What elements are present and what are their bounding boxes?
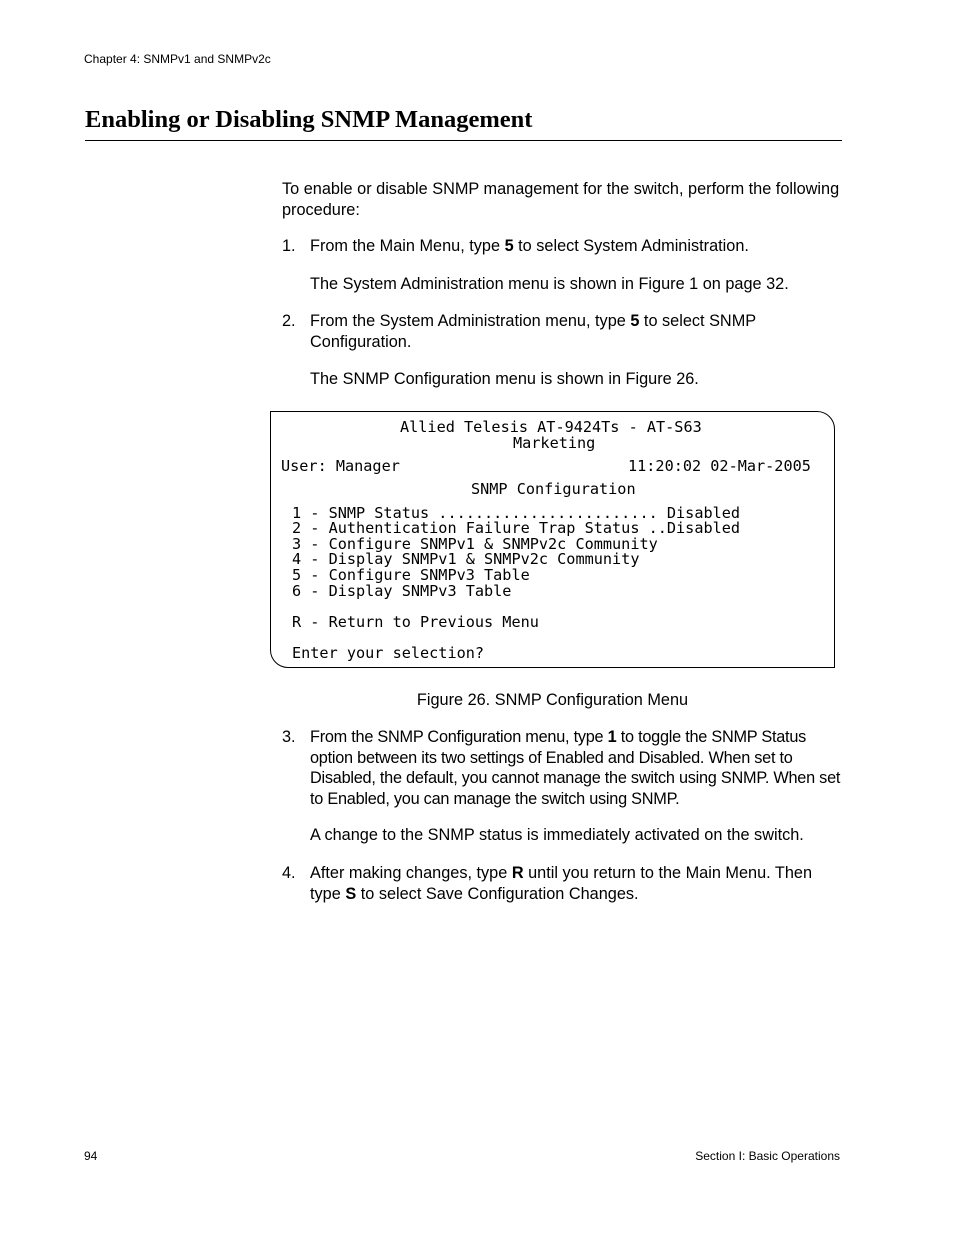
terminal-screen	[270, 411, 835, 668]
title-rule	[85, 140, 842, 141]
terminal-prompt: Enter your selection?	[292, 644, 485, 662]
step-1-note: The System Administration menu is shown in Figure 1 on page 32.	[310, 275, 789, 293]
step-4-key-r: R	[511, 864, 524, 882]
menu-item-auth-failure-trap: 2 - Authentication Failure Trap Status ..Disabled	[292, 519, 741, 537]
step-3-note: A change to the SNMP status is immediately activated on the switch.	[310, 826, 804, 844]
step-4-text: After making changes, type R until you return to the Main Menu. Then type S to select Save Configuration Changes.	[310, 864, 812, 903]
menu-item-return: R - Return to Previous Menu	[292, 613, 539, 631]
intro-paragraph: To enable or disable SNMP management for the switch, perform the following procedure:	[282, 180, 840, 219]
step-3-key: 1	[607, 728, 617, 746]
terminal-location: Marketing	[513, 434, 596, 452]
terminal-user: User: Manager	[281, 457, 400, 475]
step-1-text: From the Main Menu, type 5 to select System Administration.	[310, 237, 749, 255]
terminal-datetime: 11:20:02 02-Mar-2005	[628, 457, 811, 475]
running-header: Chapter 4: SNMPv1 and SNMPv2c	[84, 52, 271, 66]
menu-item-display-community: 4 - Display SNMPv1 & SNMPv2c Community	[292, 550, 640, 568]
page-title: Enabling or Disabling SNMP Management	[85, 106, 533, 133]
step-1-key: 5	[504, 237, 514, 255]
terminal-device: Allied Telesis AT-9424Ts - AT-S63	[400, 418, 702, 436]
menu-item-configure-snmpv3: 5 - Configure SNMPv3 Table	[292, 566, 530, 584]
step-2-text: From the System Administration menu, type 5 to select SNMP Configuration.	[310, 312, 756, 351]
menu-item-configure-community: 3 - Configure SNMPv1 & SNMPv2c Community	[292, 535, 658, 553]
menu-item-display-snmpv3: 6 - Display SNMPv3 Table	[292, 582, 512, 600]
step-2-note: The SNMP Configuration menu is shown in Figure 26.	[310, 370, 699, 388]
step-2-key: 5	[630, 312, 640, 330]
page-number: 94	[84, 1149, 98, 1163]
step-2-number: 2.	[282, 312, 296, 330]
section-label: Section I: Basic Operations	[695, 1149, 840, 1163]
terminal-menu-title: SNMP Configuration	[471, 480, 636, 498]
step-3-text: From the SNMP Configuration menu, type 1 to toggle the SNMP Status option between its two settings of Enabled and Disabled. When set to Disabled, the default, you cannot manage the switch using SNMP. When set to Enabled, you can manage the switch using SNMP.	[310, 728, 841, 808]
figure-caption: Figure 26. SNMP Configuration Menu	[416, 691, 689, 709]
step-1-number: 1.	[282, 237, 296, 255]
menu-item-snmp-status: 1 - SNMP Status ........................ Disabled	[292, 504, 741, 522]
step-4-key-s: S	[345, 884, 357, 903]
step-4-number: 4.	[282, 864, 296, 882]
step-3-number: 3.	[282, 728, 296, 746]
